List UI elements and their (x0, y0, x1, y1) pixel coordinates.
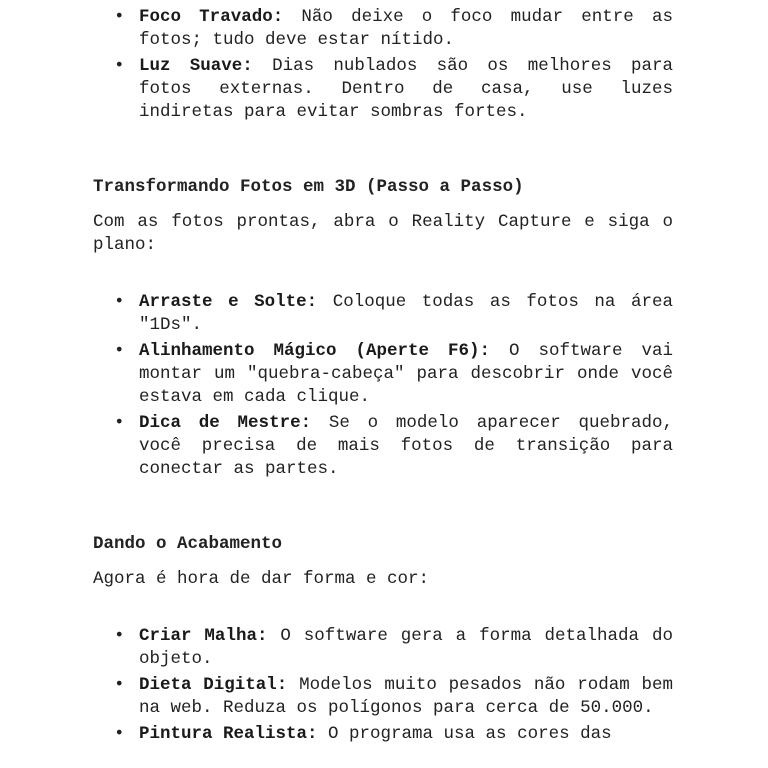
list-item-text: Dias nublados são os melhores para fotos externas. Dentro de casa, use luzes indiretas para evitar sombras fortes. (139, 56, 673, 122)
finishing-list (93, 625, 673, 749)
list-item-term: Arraste e Solte: (139, 292, 318, 312)
tips-list (93, 6, 673, 127)
steps-list (93, 291, 673, 484)
list-item (93, 723, 673, 746)
list-item (93, 340, 673, 409)
list-item (93, 55, 673, 124)
section-intro: Agora é hora de dar forma e cor: (93, 569, 430, 589)
list-item (93, 412, 673, 481)
bullet-icon: • (114, 7, 125, 27)
list-item (93, 291, 673, 337)
section-heading: Dando o Acabamento (93, 534, 283, 554)
list-item (93, 6, 673, 52)
list-item-term: Pintura Realista: (139, 724, 318, 744)
list-item-term: Luz Suave: (139, 56, 253, 76)
bullet-icon: • (114, 626, 125, 646)
list-item-text: Coloque todas as fotos na área "1Ds". (139, 292, 673, 335)
bullet-icon: • (114, 56, 125, 76)
list-item-term: Foco Travado: (139, 7, 284, 27)
list-item (93, 674, 673, 720)
list-item-text: O software vai montar um "quebra-cabeça" para descobrir onde você estava em cada clique. (139, 341, 673, 407)
list-item-term: Dieta Digital: (139, 675, 288, 695)
section-intro: Com as fotos prontas, abra o Reality Capture e siga o plano: (93, 212, 673, 255)
list-item-term: Criar Malha: (139, 626, 268, 646)
list-item-text: O programa usa as cores das (317, 724, 612, 744)
bullet-icon: • (114, 341, 125, 361)
list-item-text: Se o modelo aparecer quebrado, você precisa de mais fotos de transição para conectar as partes. (139, 413, 673, 479)
list-item (93, 625, 673, 671)
list-item-text: Não deixe o foco mudar entre as fotos; tudo deve estar nítido. (139, 7, 673, 50)
list-item-term: Dica de Mestre: (139, 413, 312, 433)
list-item-text: Modelos muito pesados não rodam bem na web. Reduza os polígonos para cerca de 50.000. (139, 675, 673, 718)
bullet-icon: • (114, 292, 125, 312)
list-item-text: O software gera a forma detalhada do objeto. (139, 626, 673, 669)
bullet-icon: • (114, 724, 125, 744)
bullet-icon: • (114, 675, 125, 695)
list-item-term: Alinhamento Mágico (Aperte F6): (139, 341, 491, 361)
section-heading: Transformando Fotos em 3D (Passo a Passo) (93, 177, 524, 197)
bullet-icon: • (114, 413, 125, 433)
